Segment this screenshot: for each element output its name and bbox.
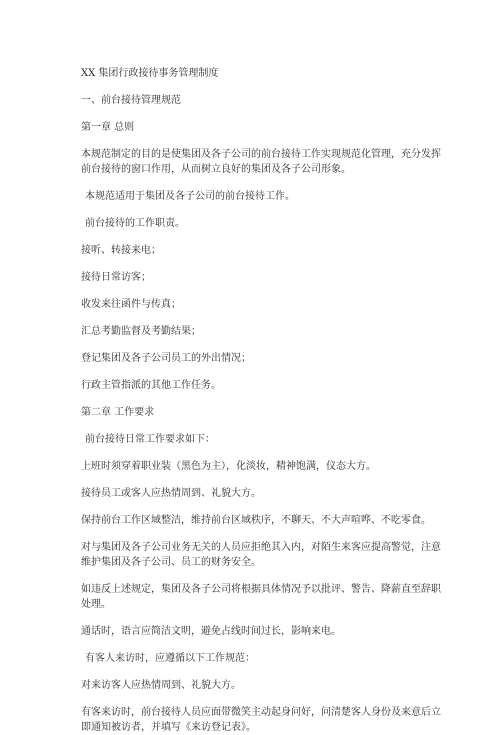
list-item: 接听、转接来电； xyxy=(81,245,161,256)
list-item: 通话时，语言应简洁文明，避免占线时间过长，影响来电。 xyxy=(81,626,341,637)
list-item: 如违反上述规定，集团及各子公司将根据具体情况予以批评、警告、降薪直至辞职处理。 xyxy=(81,584,441,610)
list-item: 对与集团及各子公司业务无关的人员应拒绝其入内，对陌生来客应提高警觉，注意维护集团及各子公司、员工的财务安全。 xyxy=(81,542,441,568)
list-item: 收发来往函件与传真； xyxy=(81,299,181,310)
list-item: 汇总考勤监督及考勤结果； xyxy=(81,326,201,337)
chapter-heading: 第二章 工作要求 xyxy=(81,407,155,418)
paragraph: 前台接待的工作职责。 xyxy=(85,218,185,229)
list-item: 登记集团及各子公司员工的外出情况； xyxy=(81,353,251,364)
list-item: 接待员工或客人应热情周到、礼貌大方。 xyxy=(81,488,261,499)
document-body xyxy=(81,66,441,735)
document-title: XX 集团行政接待事务管理制度 xyxy=(81,68,219,79)
list-item: 上班时须穿着职业装（黑色为主），化淡妆，精神饱满，仪态大方。 xyxy=(81,461,376,472)
list-item: 保持前台工作区域整洁，维持前台区域秩序，不聊天、不大声喧哗、不吃零食。 xyxy=(81,515,431,526)
paragraph: 前台接待日常工作要求如下： xyxy=(85,434,215,445)
chapter-heading: 第一章 总则 xyxy=(81,122,135,133)
paragraph: 本规范适用于集团及各子公司的前台接待工作。 xyxy=(85,191,295,202)
list-item: 有客来访时，前台接待人员应面带微笑主动起身问好，问清楚客人身份及来意后立即通知被访者，并填写《来访登记表》。 xyxy=(81,707,441,733)
paragraph: 有客人来访时，应遵循以下工作规范： xyxy=(85,653,255,664)
section-heading: 一、前台接待管理规范 xyxy=(81,95,181,106)
paragraph: 本规范制定的目的是使集团及各子公司的前台接待工作实现规范化管理，充分发挥前台接待的窗口作用，从而树立良好的集团及各子公司形象。 xyxy=(81,149,441,175)
list-item: 对来访客人应热情周到、礼貌大方。 xyxy=(81,680,241,691)
list-item: 接待日常访客； xyxy=(81,272,151,283)
list-item: 行政主管指派的其他工作任务。 xyxy=(81,380,221,391)
